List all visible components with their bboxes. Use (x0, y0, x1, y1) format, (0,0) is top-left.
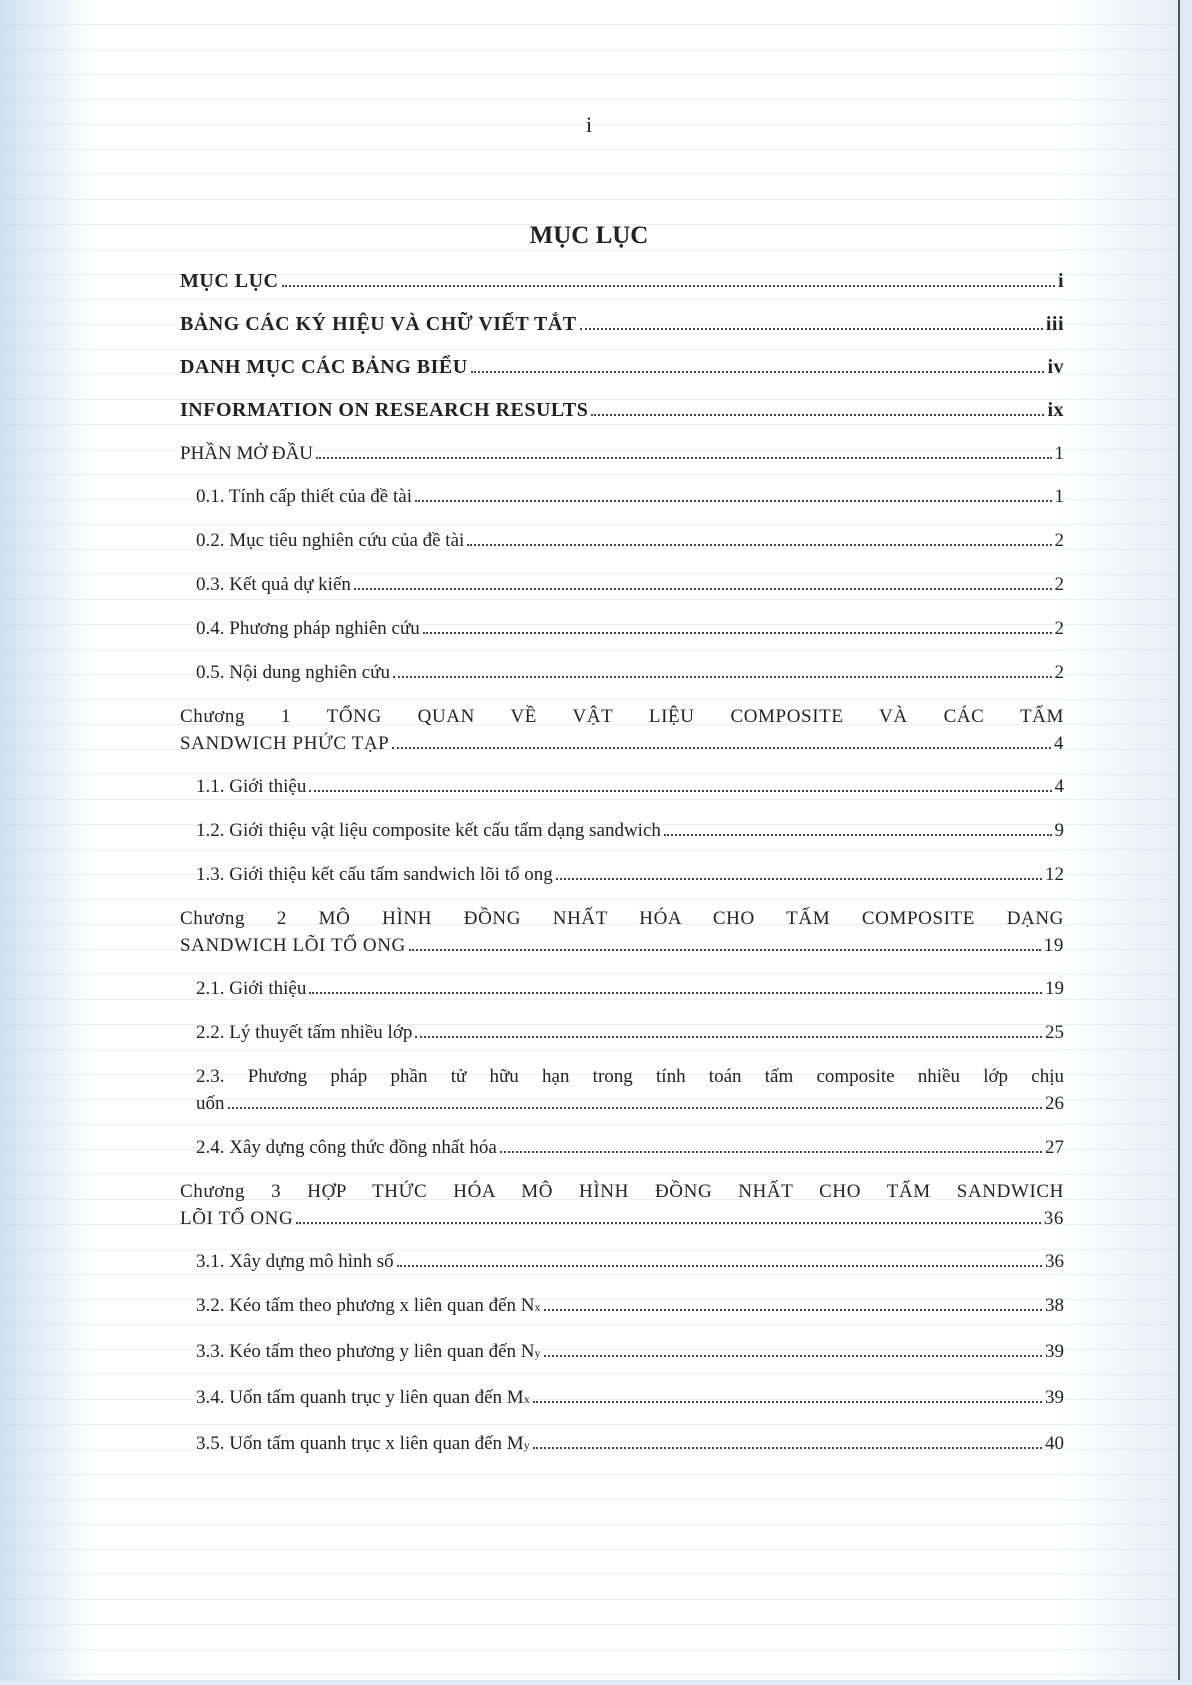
dot-leader (544, 1309, 1042, 1311)
toc-entry-title: SANDWICH PHỨC TẠP (180, 733, 390, 754)
toc-entry[interactable] (180, 483, 1064, 510)
toc-entry[interactable] (180, 861, 1064, 888)
dot-leader (423, 632, 1052, 634)
toc-entry-page: ix (1047, 399, 1064, 421)
toc-entry[interactable] (180, 440, 1064, 467)
toc-entry-page: 26 (1045, 1093, 1064, 1114)
toc-entry[interactable] (180, 1178, 1064, 1232)
toc-entry-title: 3.4. Uốn tấm quanh trục y liên quan đến M (196, 1387, 524, 1408)
toc-entry-page: 12 (1045, 864, 1064, 885)
toc-entry[interactable] (180, 1384, 1064, 1413)
dot-leader (556, 878, 1042, 880)
dot-leader (392, 747, 1051, 749)
toc-entry-page: 2 (1054, 662, 1064, 683)
toc-entry-title: 2.4. Xây dựng công thức đồng nhất hóa (196, 1137, 497, 1158)
toc-entry-page: 1 (1054, 486, 1064, 507)
toc-entry-title: BẢNG CÁC KÝ HIỆU VÀ CHỮ VIẾT TẮT (180, 313, 577, 335)
dot-leader (500, 1151, 1042, 1153)
toc-entry[interactable] (180, 1019, 1064, 1046)
toc-entry[interactable] (180, 527, 1064, 554)
page-number: i (585, 112, 593, 137)
dot-leader (415, 1036, 1042, 1038)
toc-entry-title: 0.3. Kết quả dự kiến (196, 574, 351, 595)
toc-entry-title-line1: 2.3. Phương pháp phần tử hữu hạn trong tính toán tấm composite nhiều lớp chịu (196, 1066, 1064, 1087)
toc-entry[interactable] (180, 1248, 1064, 1275)
toc-entry-page: 2 (1054, 574, 1064, 595)
toc-entry-title: 0.5. Nội dung nghiên cứu (196, 662, 390, 683)
dot-leader (393, 676, 1052, 678)
dot-leader (533, 1447, 1042, 1449)
toc-entry-page: iv (1047, 356, 1064, 378)
dot-leader (664, 834, 1052, 836)
dot-leader (282, 285, 1055, 287)
toc-entry[interactable] (180, 354, 1064, 381)
dot-leader (544, 1355, 1042, 1357)
toc-entry[interactable] (180, 615, 1064, 642)
toc-entry-page: 36 (1043, 1208, 1064, 1229)
toc-entry-page: 4 (1054, 776, 1064, 797)
dot-leader (471, 371, 1045, 373)
dot-leader (309, 992, 1042, 994)
toc-entry[interactable] (180, 1063, 1064, 1117)
dot-leader (316, 457, 1051, 459)
toc-entry[interactable] (180, 311, 1064, 338)
toc-entry-title: 3.2. Kéo tấm theo phương x liên quan đến N (196, 1295, 535, 1316)
toc-entry-title: 3.3. Kéo tấm theo phương y liên quan đến N (196, 1341, 535, 1362)
toc-entry-page: 19 (1043, 935, 1064, 956)
toc-entry-title: DANH MỤC CÁC BẢNG BIỂU (180, 356, 468, 378)
dot-leader (533, 1401, 1042, 1403)
toc-entry-page: 38 (1045, 1295, 1064, 1316)
toc-entry-title: 2.2. Lý thuyết tấm nhiều lớp (196, 1022, 413, 1043)
dot-leader (591, 414, 1044, 416)
toc-entry-title: SANDWICH LÕI TỔ ONG (180, 935, 406, 956)
toc-entry-page: iii (1045, 313, 1064, 335)
toc-entry[interactable] (180, 1338, 1064, 1367)
toc-entry-title: INFORMATION ON RESEARCH RESULTS (180, 399, 589, 421)
toc-entry-page: 19 (1045, 978, 1064, 999)
table-of-contents (180, 268, 1064, 1476)
toc-entry-page: 27 (1045, 1137, 1064, 1158)
toc-entry-title: MỤC LỤC (180, 270, 279, 292)
toc-entry[interactable] (180, 268, 1064, 295)
toc-entry-page: 39 (1045, 1341, 1064, 1362)
toc-entry-title: 3.5. Uốn tấm quanh trục x liên quan đến M (196, 1433, 524, 1454)
toc-entry-subscript: x (534, 1300, 541, 1314)
toc-entry-subscript: x (523, 1392, 530, 1406)
dot-leader (580, 328, 1043, 330)
toc-entry-title: LÕI TỔ ONG (180, 1208, 294, 1229)
toc-entry-title: 1.3. Giới thiệu kết cấu tấm sandwich lõi tổ ong (196, 864, 553, 885)
dot-leader (309, 790, 1051, 792)
toc-entry-title: 1.1. Giới thiệu (196, 776, 307, 797)
toc-entry-page: 25 (1045, 1022, 1064, 1043)
toc-entry-page: 1 (1054, 443, 1064, 464)
dot-leader (354, 588, 1052, 590)
dot-leader (296, 1222, 1040, 1224)
dot-leader (467, 544, 1051, 546)
toc-entry-page: 39 (1045, 1387, 1064, 1408)
toc-entry[interactable] (180, 975, 1064, 1002)
toc-title: MỤC LỤC (529, 222, 649, 249)
toc-entry-title-line1: Chương 3 HỢP THỨC HÓA MÔ HÌNH ĐỒNG NHẤT CHO TẤM SANDWICH (180, 1181, 1064, 1202)
toc-entry-page: 9 (1054, 820, 1064, 841)
toc-entry-title: 0.2. Mục tiêu nghiên cứu của đề tài (196, 530, 465, 551)
toc-entry[interactable] (180, 773, 1064, 800)
toc-entry-title: PHẦN MỞ ĐẦU (180, 443, 314, 464)
dot-leader (228, 1107, 1043, 1109)
toc-entry-title: 2.1. Giới thiệu (196, 978, 307, 999)
toc-entry-title-line1: Chương 2 MÔ HÌNH ĐỒNG NHẤT HÓA CHO TẤM COMPOSITE DẠNG (180, 908, 1064, 929)
toc-entry[interactable] (180, 571, 1064, 598)
dot-leader (409, 949, 1041, 951)
toc-entry[interactable] (180, 1134, 1064, 1161)
toc-entry[interactable] (180, 397, 1064, 424)
toc-entry[interactable] (180, 1430, 1064, 1459)
toc-entry[interactable] (180, 905, 1064, 959)
toc-entry-page: 36 (1045, 1251, 1064, 1272)
toc-entry-page: 40 (1045, 1433, 1064, 1454)
dot-leader (415, 500, 1052, 502)
toc-entry-page: i (1057, 270, 1064, 292)
toc-entry-subscript: y (523, 1438, 530, 1452)
toc-entry-title: 3.1. Xây dựng mô hình số (196, 1251, 394, 1272)
dot-leader (397, 1265, 1042, 1267)
toc-entry-title: 1.2. Giới thiệu vật liệu composite kết cấu tấm dạng sandwich (196, 820, 661, 841)
toc-entry-title: uốn (196, 1093, 225, 1114)
toc-entry-page: 2 (1054, 618, 1064, 639)
toc-entry-subscript: y (534, 1346, 541, 1360)
toc-entry-page: 4 (1053, 733, 1064, 754)
toc-entry[interactable] (180, 703, 1064, 757)
toc-entry-page: 2 (1054, 530, 1064, 551)
toc-entry[interactable] (180, 1292, 1064, 1321)
toc-entry[interactable] (180, 659, 1064, 686)
toc-entry[interactable] (180, 817, 1064, 844)
toc-entry-title: 0.4. Phương pháp nghiên cứu (196, 618, 420, 639)
toc-entry-title-line1: Chương 1 TỔNG QUAN VỀ VẬT LIỆU COMPOSITE VÀ CÁC TẤM (180, 706, 1064, 727)
toc-entry-title: 0.1. Tính cấp thiết của đề tài (196, 486, 412, 507)
